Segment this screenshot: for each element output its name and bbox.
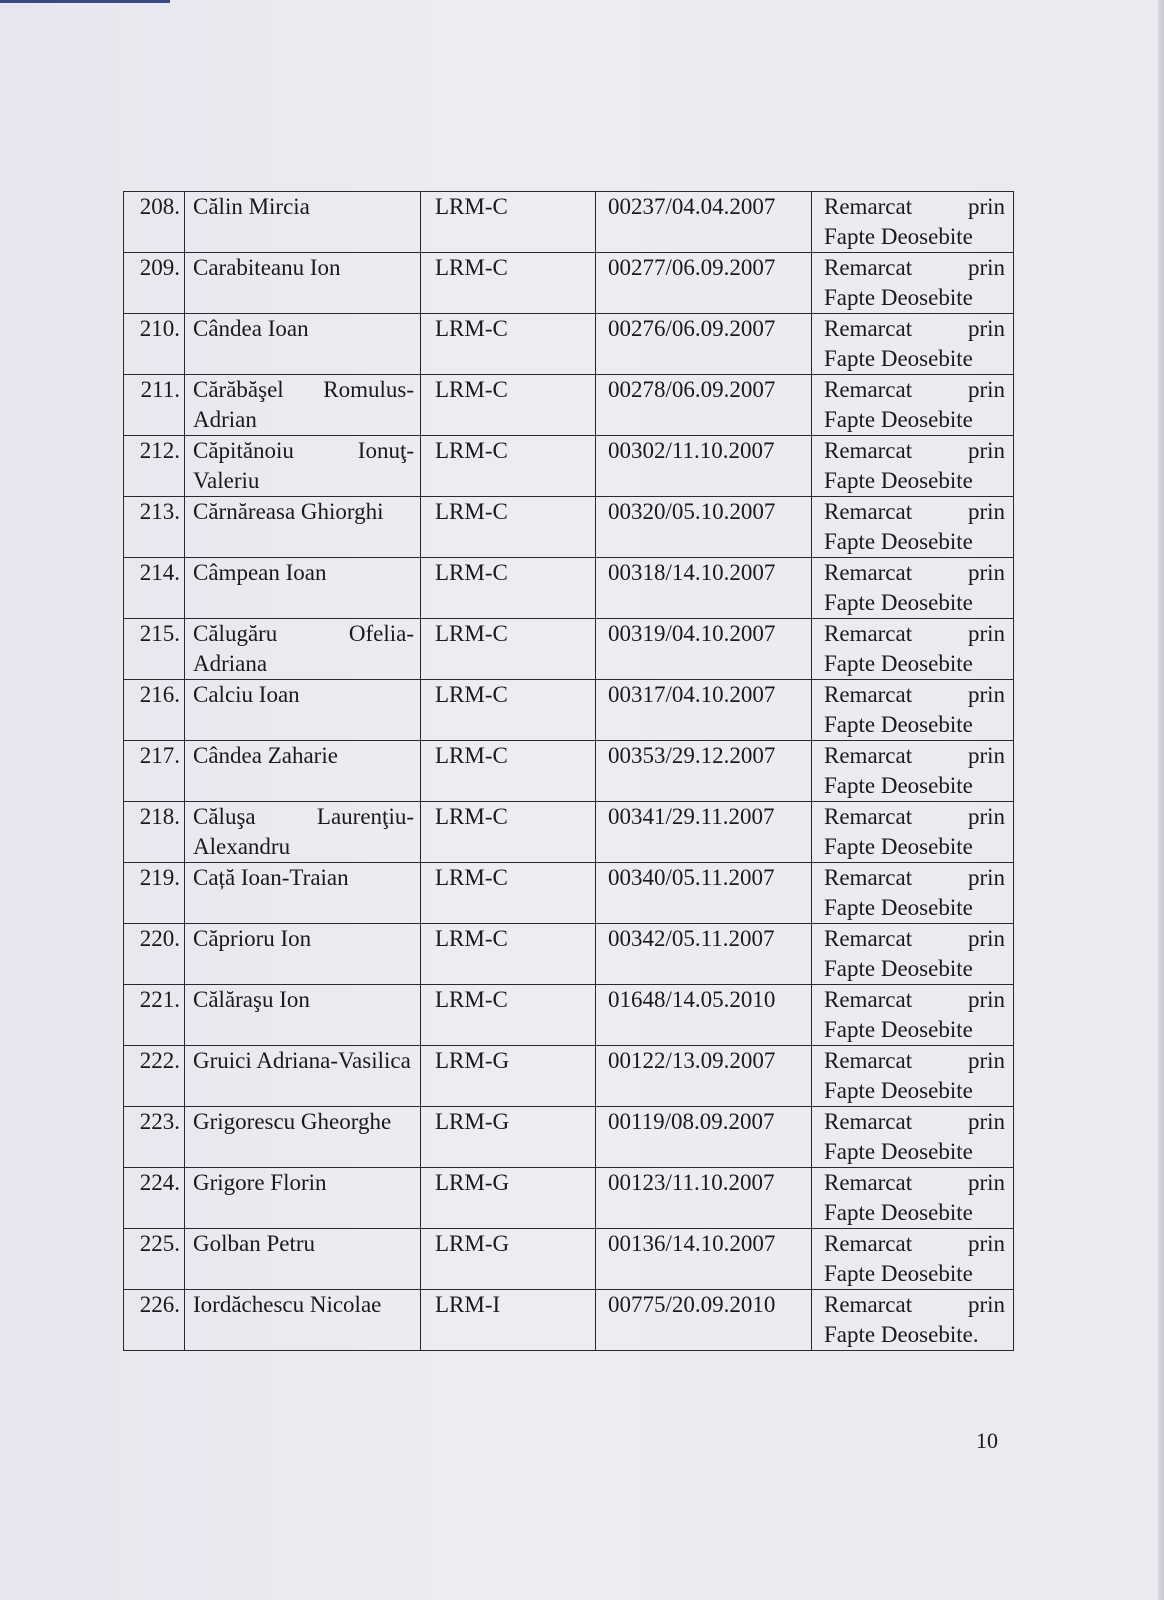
row-number: 208. (124, 192, 185, 253)
certificate-number: 00123/11.10.2007 (596, 1168, 812, 1229)
row-number: 215. (124, 619, 185, 680)
table-row (124, 1046, 1014, 1107)
person-name: Căluşa Laurenţiu-Alexandru (185, 802, 421, 863)
remark-word-1: Remarcat (824, 438, 913, 463)
certificate-number: 00353/29.12.2007 (596, 741, 812, 802)
decoration-code: LRM-G (421, 1046, 596, 1107)
decoration-code: LRM-C (421, 924, 596, 985)
decoration-code: LRM-C (421, 558, 596, 619)
person-name: Căprioru Ion (185, 924, 421, 985)
remark-word-2: prin (967, 682, 1005, 707)
page-number: 10 (976, 1428, 998, 1453)
remark-word-1: Remarcat (824, 621, 913, 646)
remark-word-1: Remarcat (824, 682, 913, 707)
remark-line-2: Fapte Deosebite (824, 956, 973, 981)
person-name: Grigore Florin (185, 1168, 421, 1229)
remark-word-1: Remarcat (824, 987, 913, 1012)
row-number: 212. (124, 436, 185, 497)
remark-word-2: prin (967, 1292, 1005, 1317)
remark (812, 863, 1014, 924)
row-number: 224. (124, 1168, 185, 1229)
certificate-number: 00278/06.09.2007 (596, 375, 812, 436)
remark-word-2: prin (967, 1109, 1005, 1134)
remark (812, 497, 1014, 558)
decoration-code: LRM-C (421, 253, 596, 314)
decoration-code: LRM-G (421, 1229, 596, 1290)
remark-line-2: Fapte Deosebite (824, 651, 973, 676)
row-number: 222. (124, 1046, 185, 1107)
remark (812, 924, 1014, 985)
certificate-number: 00277/06.09.2007 (596, 253, 812, 314)
row-number: 225. (124, 1229, 185, 1290)
remark-line-2: Fapte Deosebite (824, 224, 973, 249)
decoration-code: LRM-C (421, 375, 596, 436)
table-row (124, 192, 1014, 253)
certificate-number: 00341/29.11.2007 (596, 802, 812, 863)
remark-line-2: Fapte Deosebite (824, 468, 973, 493)
remark-word-2: prin (967, 499, 1005, 524)
remark (812, 375, 1014, 436)
decoration-code: LRM-C (421, 497, 596, 558)
certificate-number: 00276/06.09.2007 (596, 314, 812, 375)
person-name: Cărnăreasa Ghiorghi (185, 497, 421, 558)
remark (812, 558, 1014, 619)
table-row (124, 680, 1014, 741)
remark (812, 680, 1014, 741)
remark-word-1: Remarcat (824, 804, 913, 829)
row-number: 220. (124, 924, 185, 985)
certificate-number: 00319/04.10.2007 (596, 619, 812, 680)
remark-line-2: Fapte Deosebite (824, 834, 973, 859)
row-number: 211. (124, 375, 185, 436)
certificate-number: 00342/05.11.2007 (596, 924, 812, 985)
remark-word-1: Remarcat (824, 1109, 913, 1134)
certificate-number: 01648/14.05.2010 (596, 985, 812, 1046)
row-number: 217. (124, 741, 185, 802)
remark-line-2: Fapte Deosebite (824, 895, 973, 920)
person-name: Câmpean Ioan (185, 558, 421, 619)
remark-word-1: Remarcat (824, 255, 913, 280)
remark (812, 619, 1014, 680)
remark (812, 192, 1014, 253)
scan-edge-right (1158, 0, 1164, 1600)
row-number: 213. (124, 497, 185, 558)
certificate-number: 00775/20.09.2010 (596, 1290, 812, 1351)
remark-line-2: Fapte Deosebite (824, 1200, 973, 1225)
remark-word-2: prin (967, 255, 1005, 280)
remark-word-1: Remarcat (824, 560, 913, 585)
remark-word-1: Remarcat (824, 377, 913, 402)
remark-word-2: prin (967, 560, 1005, 585)
decorations-table (123, 191, 1014, 1351)
table-row (124, 1107, 1014, 1168)
row-number: 223. (124, 1107, 185, 1168)
table-row (124, 802, 1014, 863)
person-name: Cândea Zaharie (185, 741, 421, 802)
certificate-number: 00320/05.10.2007 (596, 497, 812, 558)
decoration-code: LRM-C (421, 436, 596, 497)
person-name: Cață Ioan-Traian (185, 863, 421, 924)
remark-word-2: prin (967, 316, 1005, 341)
row-number: 214. (124, 558, 185, 619)
row-number: 216. (124, 680, 185, 741)
decoration-code: LRM-C (421, 741, 596, 802)
person-name: Grigorescu Gheorghe (185, 1107, 421, 1168)
person-name: Calciu Ioan (185, 680, 421, 741)
remark (812, 253, 1014, 314)
decoration-code: LRM-C (421, 619, 596, 680)
decoration-code: LRM-C (421, 802, 596, 863)
remark (812, 314, 1014, 375)
person-name: Carabiteanu Ion (185, 253, 421, 314)
remark-line-2: Fapte Deosebite (824, 1017, 973, 1042)
remark-line-2: Fapte Deosebite (824, 346, 973, 371)
table-row (124, 1168, 1014, 1229)
remark-word-2: prin (967, 804, 1005, 829)
certificate-number: 00136/14.10.2007 (596, 1229, 812, 1290)
remark-word-1: Remarcat (824, 316, 913, 341)
remark (812, 1229, 1014, 1290)
remark (812, 985, 1014, 1046)
certificate-number: 00119/08.09.2007 (596, 1107, 812, 1168)
table-row (124, 253, 1014, 314)
decoration-code: LRM-G (421, 1107, 596, 1168)
certificate-number: 00302/11.10.2007 (596, 436, 812, 497)
decoration-code: LRM-C (421, 985, 596, 1046)
person-name: Gruici Adriana-Vasilica (185, 1046, 421, 1107)
table-row (124, 741, 1014, 802)
row-number: 226. (124, 1290, 185, 1351)
remark-line-2: Fapte Deosebite (824, 773, 973, 798)
certificate-number: 00237/04.04.2007 (596, 192, 812, 253)
remark (812, 1046, 1014, 1107)
remark-word-1: Remarcat (824, 1231, 913, 1256)
remark-word-1: Remarcat (824, 1048, 913, 1073)
remark-line-2: Fapte Deosebite (824, 1139, 973, 1164)
table-row (124, 314, 1014, 375)
person-name: Călăraşu Ion (185, 985, 421, 1046)
remark-word-1: Remarcat (824, 499, 913, 524)
remark (812, 1107, 1014, 1168)
certificate-number: 00318/14.10.2007 (596, 558, 812, 619)
person-name: Călugăru Ofelia-Adriana (185, 619, 421, 680)
remark (812, 741, 1014, 802)
remark-word-2: prin (967, 621, 1005, 646)
person-name: Golban Petru (185, 1229, 421, 1290)
row-number: 218. (124, 802, 185, 863)
remark-line-2: Fapte Deosebite (824, 712, 973, 737)
remark-word-2: prin (967, 987, 1005, 1012)
row-number: 210. (124, 314, 185, 375)
person-name: Călin Mircia (185, 192, 421, 253)
person-name: Căpitănoiu Ionuţ-Valeriu (185, 436, 421, 497)
remark-word-1: Remarcat (824, 865, 913, 890)
table-row (124, 863, 1014, 924)
table-row (124, 558, 1014, 619)
remark-line-2: Fapte Deosebite (824, 529, 973, 554)
table-row (124, 375, 1014, 436)
table-row (124, 1229, 1014, 1290)
table-row (124, 436, 1014, 497)
row-number: 209. (124, 253, 185, 314)
remark-word-2: prin (967, 194, 1005, 219)
decoration-code: LRM-I (421, 1290, 596, 1351)
remark-word-2: prin (967, 438, 1005, 463)
remark (812, 1290, 1014, 1351)
remark-word-2: prin (967, 926, 1005, 951)
remark-word-2: prin (967, 1170, 1005, 1195)
decoration-code: LRM-C (421, 192, 596, 253)
table-row (124, 619, 1014, 680)
scan-edge-top (0, 0, 170, 3)
person-name: Cărăbăşel Romulus-Adrian (185, 375, 421, 436)
remark-line-2: Fapte Deosebite (824, 590, 973, 615)
remark-line-2: Fapte Deosebite (824, 407, 973, 432)
decoration-code: LRM-C (421, 314, 596, 375)
decoration-code: LRM-C (421, 863, 596, 924)
remark (812, 1168, 1014, 1229)
row-number: 219. (124, 863, 185, 924)
remark-line-2: Fapte Deosebite. (824, 1322, 979, 1347)
table-row (124, 497, 1014, 558)
remark-word-1: Remarcat (824, 926, 913, 951)
decoration-code: LRM-G (421, 1168, 596, 1229)
remark-word-2: prin (967, 1231, 1005, 1256)
table-row (124, 985, 1014, 1046)
person-name: Cândea Ioan (185, 314, 421, 375)
table-row (124, 1290, 1014, 1351)
remark-word-2: prin (967, 1048, 1005, 1073)
certificate-number: 00340/05.11.2007 (596, 863, 812, 924)
remark-line-2: Fapte Deosebite (824, 285, 973, 310)
table-row (124, 924, 1014, 985)
remark-word-2: prin (967, 377, 1005, 402)
remark (812, 436, 1014, 497)
remark-word-1: Remarcat (824, 1292, 913, 1317)
remark-word-1: Remarcat (824, 1170, 913, 1195)
remark (812, 802, 1014, 863)
certificate-number: 00122/13.09.2007 (596, 1046, 812, 1107)
person-name: Iordăchescu Nicolae (185, 1290, 421, 1351)
remark-line-2: Fapte Deosebite (824, 1261, 973, 1286)
remark-word-1: Remarcat (824, 194, 913, 219)
remark-word-1: Remarcat (824, 743, 913, 768)
decorations-table-body (124, 192, 1014, 1351)
certificate-number: 00317/04.10.2007 (596, 680, 812, 741)
remark-word-2: prin (967, 865, 1005, 890)
remark-line-2: Fapte Deosebite (824, 1078, 973, 1103)
row-number: 221. (124, 985, 185, 1046)
remark-word-2: prin (967, 743, 1005, 768)
decoration-code: LRM-C (421, 680, 596, 741)
